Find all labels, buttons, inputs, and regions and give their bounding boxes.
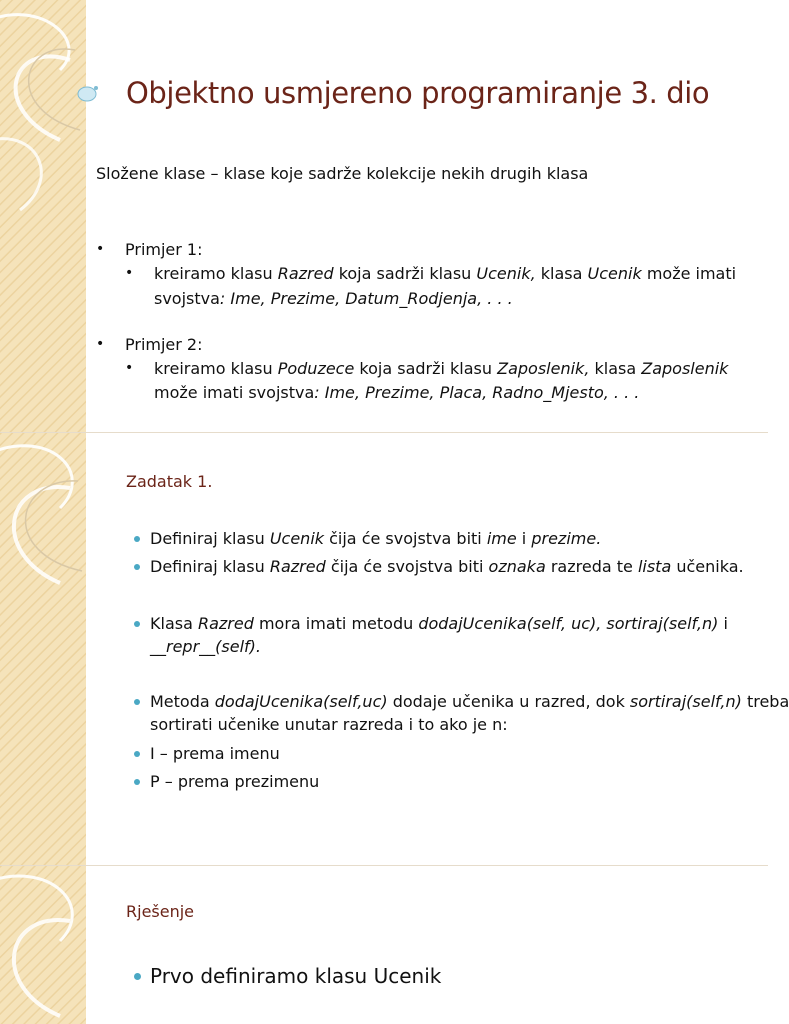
bullet-dot: • (96, 241, 105, 257)
bullet-dot (134, 621, 140, 627)
example1-line2: svojstva: Ime, Prezime, Datum_Rodjenja, . . . (154, 289, 513, 308)
bullet-dot (134, 536, 140, 542)
example2-label: Primjer 2: (125, 335, 203, 354)
example1-line1: kreiramo klasu Razred koja sadrži klasu Ucenik, klasa Ucenik može imati (154, 264, 737, 283)
slide-title: Rješenje (126, 902, 195, 921)
slide-3 (0, 866, 768, 1024)
decorative-swirl-stripe (0, 0, 86, 432)
example2-line2: može imati svojstva: Ime, Prezime, Placa, Radno_Mjesto, . . . (154, 383, 640, 402)
slide-title: Zadatak 1. (126, 472, 213, 491)
decorative-swirl-stripe (0, 433, 86, 865)
bullet-dot: • (96, 336, 105, 352)
bullet-dot (134, 564, 140, 570)
task-bullet-1: Definiraj klasu Ucenik čija će svojstva biti ime i prezime. (150, 529, 602, 548)
bubble-icon (76, 84, 98, 104)
task-bullet-2: Definiraj klasu Razred čija će svojstva biti oznaka razreda te lista učenika. (150, 557, 744, 576)
task-bullet-5: I – prema imenu (150, 744, 280, 763)
bullet-dot (134, 973, 141, 980)
bullet-dot: • (125, 265, 134, 281)
task-bullet-4-line1: Metoda dodajUcenika(self,uc) dodaje učenika u razred, dok sortiraj(self,n) treba (150, 692, 789, 711)
task-bullet-3-line1: Klasa Razred mora imati metodu dodajUcenika(self, uc), sortiraj(self,n) i (150, 614, 728, 633)
slide-title: Objektno usmjereno programiranje 3. dio (126, 76, 710, 110)
decorative-swirl-stripe (0, 866, 86, 1024)
slide-2 (0, 433, 768, 865)
slide-1 (0, 0, 768, 432)
solution-bullet-1: Prvo definiramo klasu Ucenik (150, 964, 442, 988)
bullet-dot (134, 751, 140, 757)
bullet-dot (134, 699, 140, 705)
task-bullet-6: P – prema prezimenu (150, 772, 320, 791)
task-bullet-3-line2: __repr__(self). (150, 637, 261, 656)
task-bullet-4-line2: sortirati učenike unutar razreda i to ako je n: (150, 715, 508, 734)
bullet-dot (134, 779, 140, 785)
subtitle: Složene klase – klase koje sadrže kolekcije nekih drugih klasa (96, 164, 589, 183)
bullet-dot: • (125, 360, 134, 376)
example2-line1: kreiramo klasu Poduzece koja sadrži klasu Zaposlenik, klasa Zaposlenik (154, 359, 729, 378)
example1-label: Primjer 1: (125, 240, 203, 259)
